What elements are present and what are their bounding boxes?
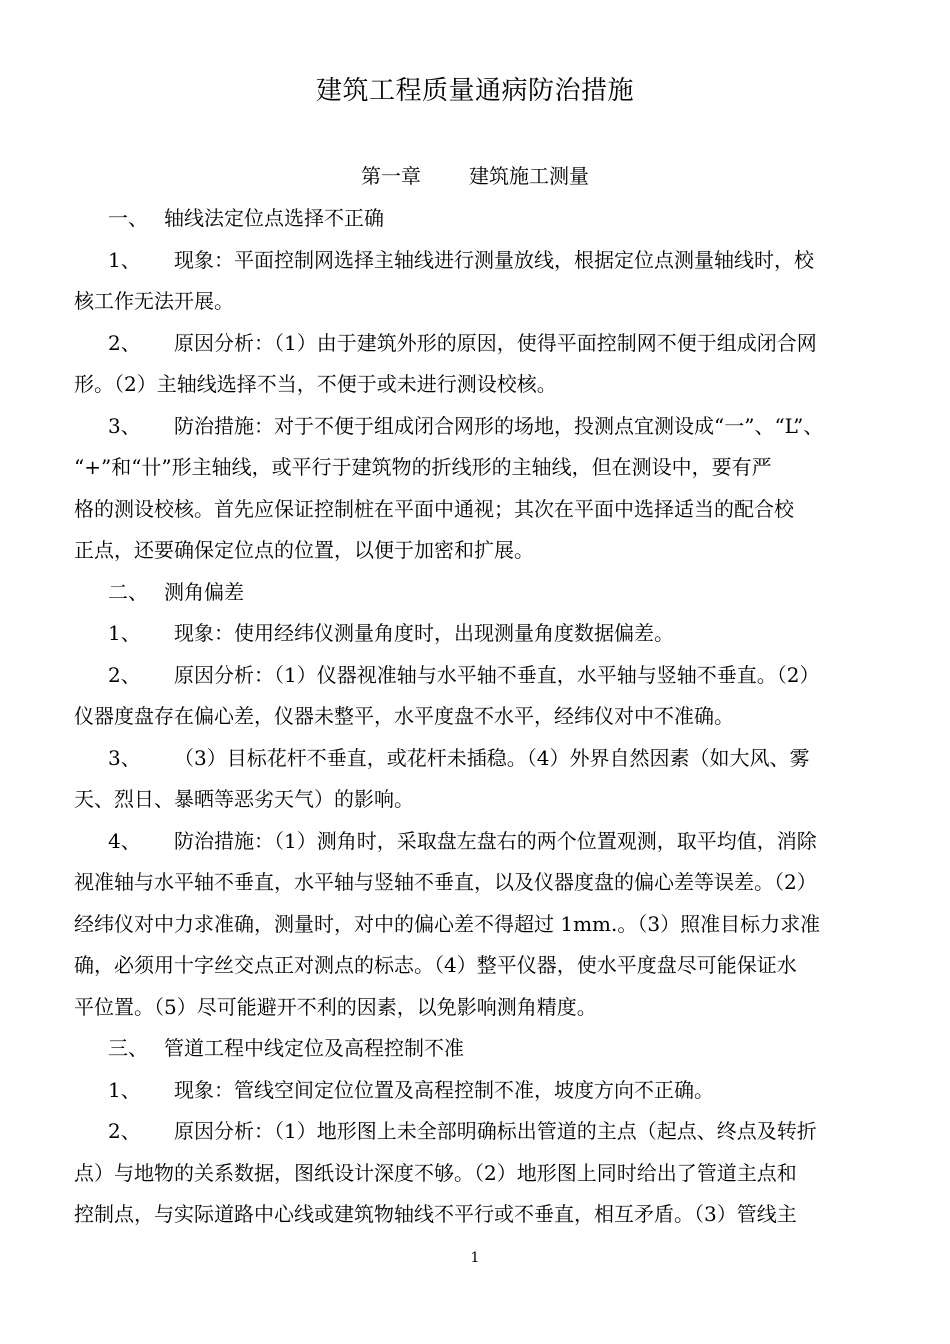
line-text: 现象：平面控制网选择主轴线进行测量放线，根据定位点测量轴线时，校 [174, 248, 814, 272]
paragraph-line [74, 868, 894, 896]
numbered-paragraph [108, 619, 928, 647]
line-text: 点）与地物的关系数据，图纸设计深度不够。（2）地形图上同时给出了管道主点和 [74, 1161, 797, 1185]
document-title: 建筑工程质量通病防治措施 [315, 76, 634, 106]
item-number: 3、 [108, 746, 141, 770]
section-heading [108, 1034, 928, 1062]
page-number: 1 [470, 1250, 480, 1266]
numbered-paragraph [108, 329, 928, 357]
paragraph-line [74, 1200, 894, 1228]
paragraph-line [74, 453, 894, 481]
line-text: 格的测设校核。首先应保证控制桩在平面中通视；其次在平面中选择适当的配合校 [74, 497, 794, 521]
line-text: 防治措施：（1）测角时，采取盘左盘右的两个位置观测，取平均值，消除 [174, 829, 817, 853]
numbered-paragraph [108, 661, 928, 689]
chapter-heading [0, 160, 950, 189]
line-text: 现象：管线空间定位位置及高程控制不准，坡度方向不正确。 [174, 1078, 714, 1102]
numbered-paragraph [108, 827, 928, 855]
line-text: 原因分析：（1）由于建筑外形的原因，使得平面控制网不便于组成闭合网 [174, 331, 817, 355]
paragraph-line [74, 287, 894, 315]
item-number: 3、 [108, 414, 141, 438]
line-text: 原因分析：（1）仪器视准轴与水平轴不垂直，水平轴与竖轴不垂直。（2） [174, 663, 820, 687]
paragraph-line [74, 910, 894, 938]
line-text: 天、烈日、暴晒等恶劣天气）的影响。 [74, 787, 414, 811]
line-text: （3）目标花杆不垂直，或花杆未插稳。（4）外界自然因素（如大风、雾 [174, 746, 810, 770]
line-text: 控制点，与实际道路中心线或建筑物轴线不平行或不垂直，相互矛盾。（3）管线主 [74, 1202, 797, 1226]
line-text: 管道工程中线定位及高程控制不准 [164, 1036, 464, 1060]
item-number: 1、 [108, 248, 141, 272]
paragraph-line [74, 951, 894, 979]
paragraph-line [74, 785, 894, 813]
chapter-number: 第一章 [361, 164, 421, 188]
line-text: 仪器度盘存在偏心差，仪器未整平，水平度盘不水平，经纬仪对中不准确。 [74, 704, 734, 728]
item-number: 1、 [108, 1078, 141, 1102]
numbered-paragraph [108, 1117, 928, 1145]
paragraph-line [74, 536, 894, 564]
numbered-paragraph [108, 412, 928, 440]
chapter-name: 建筑施工测量 [469, 164, 589, 188]
paragraph-line [74, 702, 894, 730]
line-text: 原因分析：（1）地形图上未全部明确标出管道的主点（起点、终点及转折 [174, 1119, 817, 1143]
line-text: 防治措施：对于不便于组成闭合网形的场地，投测点宜测设成“一”、“L”、 [174, 414, 824, 438]
line-text: 现象：使用经纬仪测量角度时，出现测量角度数据偏差。 [174, 621, 674, 645]
numbered-paragraph [108, 1076, 928, 1104]
item-number: 2、 [108, 331, 141, 355]
paragraph-line [74, 495, 894, 523]
line-text: 正点，还要确保定位点的位置，以便于加密和扩展。 [74, 538, 534, 562]
line-text: 核工作无法开展。 [74, 289, 234, 313]
section-heading [108, 204, 928, 232]
line-text: 形。（2）主轴线选择不当，不便于或未进行测设校核。 [74, 372, 557, 396]
line-text: 轴线法定位点选择不正确 [164, 206, 384, 230]
item-number: 2、 [108, 1119, 141, 1143]
item-number: 三、 [108, 1036, 148, 1060]
item-number: 4、 [108, 829, 141, 853]
paragraph-line [74, 370, 894, 398]
line-text: 经纬仪对中力求准确，测量时，对中的偏心差不得超过 1mm.。（3）照准目标力求准 [74, 912, 821, 936]
section-heading [108, 578, 928, 606]
line-text: 平位置。（5）尽可能避开不利的因素，以免影响测角精度。 [74, 995, 597, 1019]
paragraph-line [74, 1159, 894, 1187]
line-text: 确，必须用十字丝交点正对测点的标志。（4）整平仪器，使水平度盘尽可能保证水 [74, 953, 797, 977]
numbered-paragraph [108, 246, 928, 274]
numbered-paragraph [108, 744, 928, 772]
item-number: 一、 [108, 206, 148, 230]
item-number: 二、 [108, 580, 148, 604]
item-number: 2、 [108, 663, 141, 687]
line-text: 视准轴与水平轴不垂直，水平轴与竖轴不垂直，以及仪器度盘的偏心差等误差。（2） [74, 870, 817, 894]
item-number: 1、 [108, 621, 141, 645]
line-text: 测角偏差 [164, 580, 244, 604]
line-text: “+”和“卄”形主轴线，或平行于建筑物的折线形的主轴线，但在测设中，要有严 [74, 455, 772, 479]
paragraph-line [74, 993, 894, 1021]
